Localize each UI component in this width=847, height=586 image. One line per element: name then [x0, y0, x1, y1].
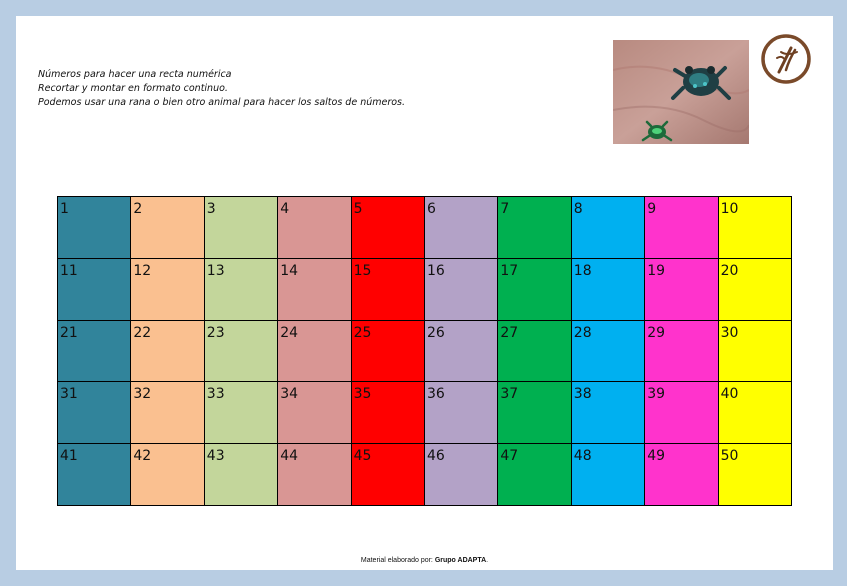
footer-group: Grupo ADAPTA: [434, 557, 487, 564]
number-cell: 42: [131, 444, 204, 506]
number-cell: 22: [131, 321, 204, 383]
number-cell: 21: [58, 321, 131, 383]
number-cell: 18: [572, 259, 645, 321]
footer-suffix: .: [486, 557, 489, 564]
number-cell: 41: [58, 444, 131, 506]
number-cell: 11: [58, 259, 131, 321]
number-cell: 30: [719, 321, 792, 383]
number-cell: 47: [498, 444, 571, 506]
number-cell: 45: [352, 444, 425, 506]
footer-credit: [16, 557, 833, 564]
number-cell: 35: [352, 382, 425, 444]
number-cell: 43: [205, 444, 278, 506]
number-cell: 7: [498, 197, 571, 259]
number-cell: 36: [425, 382, 498, 444]
number-cell: 29: [645, 321, 718, 383]
adapta-logo-icon: [757, 30, 815, 88]
number-grid: [57, 196, 792, 506]
instructions: [38, 68, 405, 110]
number-cell: 19: [645, 259, 718, 321]
number-cell: 20: [719, 259, 792, 321]
number-cell: 32: [131, 382, 204, 444]
number-cell: 48: [572, 444, 645, 506]
number-cell: 23: [205, 321, 278, 383]
frog-photo: [613, 40, 749, 144]
number-cell: 9: [645, 197, 718, 259]
number-cell: 37: [498, 382, 571, 444]
number-cell: 49: [645, 444, 718, 506]
number-cell: 8: [572, 197, 645, 259]
number-cell: 46: [425, 444, 498, 506]
number-cell: 17: [498, 259, 571, 321]
instruction-line-3: Podemos usar una rana o bien otro animal para hacer los saltos de números.: [38, 97, 406, 108]
number-cell: 27: [498, 321, 571, 383]
number-cell: 5: [352, 197, 425, 259]
number-cell: 38: [572, 382, 645, 444]
number-cell: 34: [278, 382, 351, 444]
number-cell: 40: [719, 382, 792, 444]
number-cell: 44: [278, 444, 351, 506]
number-cell: 2: [131, 197, 204, 259]
number-cell: 31: [58, 382, 131, 444]
worksheet-page: [16, 16, 833, 570]
number-cell: 3: [205, 197, 278, 259]
number-cell: 50: [719, 444, 792, 506]
number-cell: 28: [572, 321, 645, 383]
instruction-line-2: Recortar y montar en formato continuo.: [38, 83, 228, 94]
number-cell: 15: [352, 259, 425, 321]
number-cell: 6: [425, 197, 498, 259]
number-cell: 10: [719, 197, 792, 259]
footer-prefix: Material elaborado por:: [360, 557, 435, 564]
number-cell: 14: [278, 259, 351, 321]
number-cell: 13: [205, 259, 278, 321]
number-cell: 26: [425, 321, 498, 383]
instruction-line-1: Números para hacer una recta numérica: [38, 69, 232, 80]
number-cell: 4: [278, 197, 351, 259]
number-cell: 33: [205, 382, 278, 444]
number-cell: 39: [645, 382, 718, 444]
number-cell: 1: [58, 197, 131, 259]
number-cell: 25: [352, 321, 425, 383]
number-cell: 24: [278, 321, 351, 383]
number-cell: 12: [131, 259, 204, 321]
number-cell: 16: [425, 259, 498, 321]
